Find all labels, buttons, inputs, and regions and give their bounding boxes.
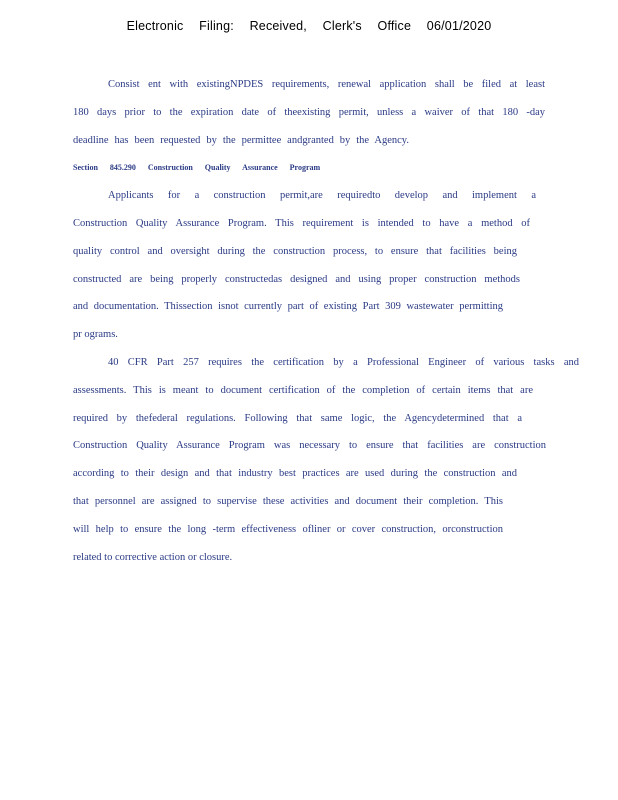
paragraph-3-line-5: according to their design and that industry best practices are used during the construction and	[73, 468, 517, 480]
paragraph-3-line-2: assessments. This is meant to document certification of the completion of certain items that are	[73, 384, 533, 396]
paragraph-3-line-6: that personnel are assigned to supervise these activities and document their completion. This	[73, 495, 503, 507]
document-body	[73, 71, 579, 571]
paragraph-2-line-3: quality control and oversight during the construction process, to ensure that facilities being	[73, 245, 517, 257]
paragraph-2-line-4: constructed are being properly constructedas designed and using proper construction methods	[73, 273, 520, 285]
paragraph-2-line-5: and documentation. Thissection isnot currently part of existing Part 309 wastewater permitting	[73, 301, 503, 313]
paragraph-2-line-6: pr ograms.	[73, 329, 118, 341]
paragraph-1-line-3: deadline has been requested by the permittee andgranted by the Agency.	[73, 134, 409, 146]
section-heading: Section 845.290 Construction Quality Assurance Program	[73, 163, 321, 173]
paragraph-3-line-7: will help to ensure the long -term effectiveness ofliner or cover construction, orconstruction	[73, 523, 503, 535]
filing-header: Electronic Filing: Received, Clerk's Office 06/01/2020	[126, 19, 492, 33]
paragraph-3-line-3: required by thefederal regulations. Following that same logic, the Agencydetermined that a	[73, 412, 522, 424]
paragraph-1-line-1: Consist ent with existingNPDES requirements, renewal application shall be filed at least	[108, 79, 545, 90]
paragraph-3-line-4: Construction Quality Assurance Program was necessary to ensure that facilities are construction	[73, 440, 546, 452]
paragraph-2-line-1: Applicants for a construction permit,are requiredto develop and implement a	[108, 190, 536, 202]
paragraph-1-line-2: 180 days prior to the expiration date of theexisting permit, unless a waiver of that 180 -day	[73, 106, 545, 118]
paragraph-2-line-2: Construction Quality Assurance Program. This requirement is intended to have a method of	[73, 217, 530, 229]
paragraph-3-line-8: related to corrective action or closure.	[73, 551, 233, 563]
paragraph-3-line-1: 40 CFR Part 257 requires the certification by a Professional Engineer of various tasks and	[108, 356, 579, 368]
